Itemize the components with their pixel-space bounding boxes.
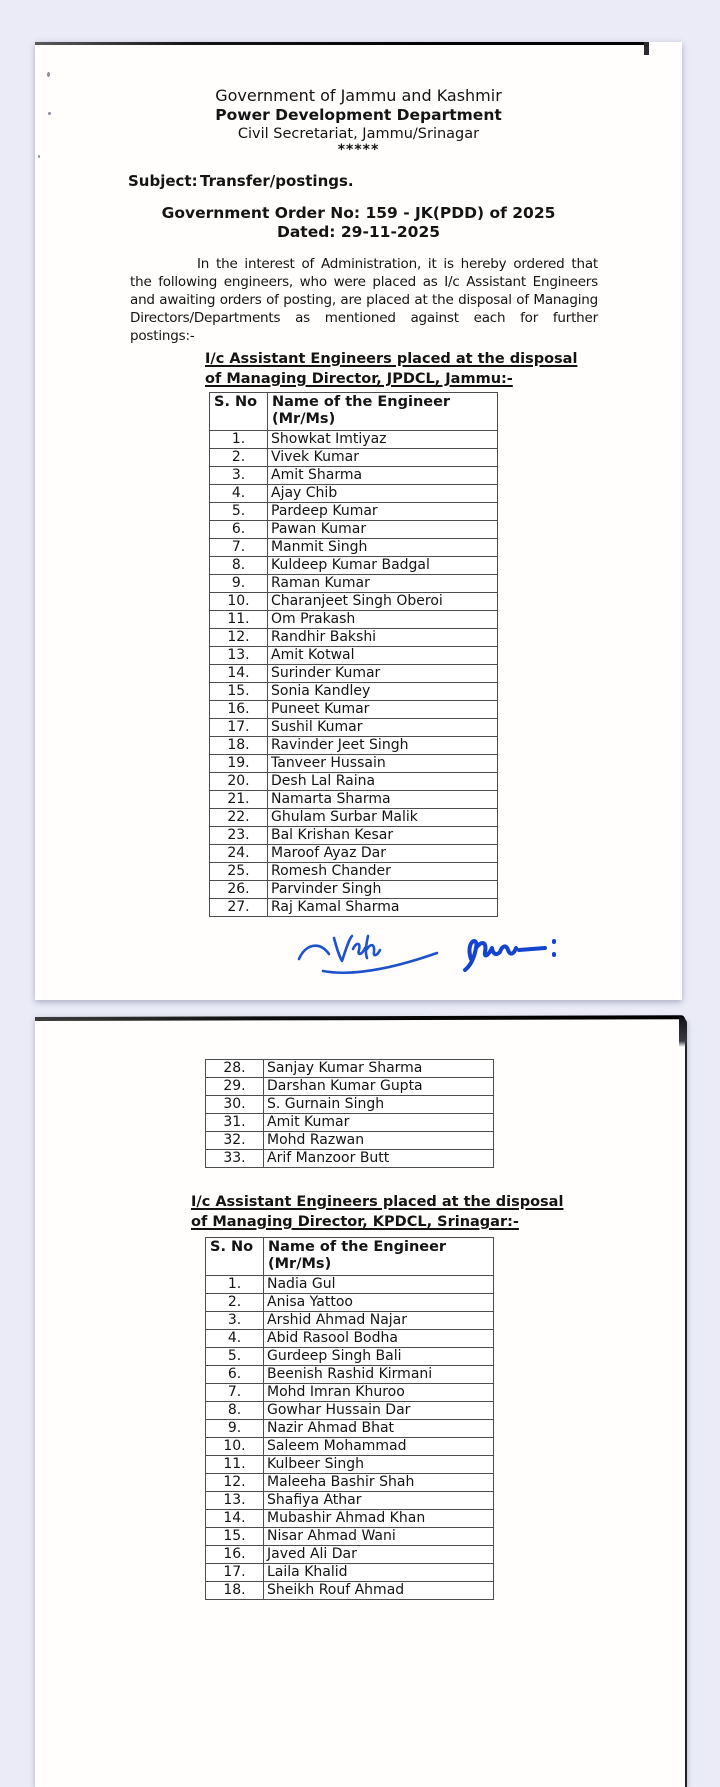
table-row — [206, 1294, 494, 1312]
engineer-name: Gurdeep Singh Bali — [264, 1348, 494, 1366]
letterhead — [35, 42, 682, 157]
table-row — [206, 1150, 494, 1168]
table-row — [210, 683, 498, 701]
table-row — [210, 521, 498, 539]
row-serial-number: 28. — [206, 1060, 264, 1078]
signature-area — [293, 925, 682, 977]
engineer-name: Anisa Yattoo — [264, 1294, 494, 1312]
row-serial-number: 14. — [210, 665, 268, 683]
table-row — [210, 719, 498, 737]
table-row — [210, 737, 498, 755]
engineer-name: Parvinder Singh — [268, 881, 498, 899]
table-row — [206, 1366, 494, 1384]
engineer-name: Raman Kumar — [268, 575, 498, 593]
engineer-name: Sanjay Kumar Sharma — [264, 1060, 494, 1078]
table-row — [210, 665, 498, 683]
engineer-name: Romesh Chander — [268, 863, 498, 881]
table-row — [206, 1528, 494, 1546]
table-row — [206, 1276, 494, 1294]
row-serial-number: 23. — [210, 827, 268, 845]
engineer-name: S. Gurnain Singh — [264, 1096, 494, 1114]
engineer-name: Kulbeer Singh — [264, 1456, 494, 1474]
table-row — [210, 539, 498, 557]
engineer-name: Om Prakash — [268, 611, 498, 629]
engineer-name: Mubashir Ahmad Khan — [264, 1510, 494, 1528]
table-row — [206, 1402, 494, 1420]
engineer-name: Charanjeet Singh Oberoi — [268, 593, 498, 611]
row-serial-number: 24. — [210, 845, 268, 863]
engineer-name: Sheikh Rouf Ahmad — [264, 1582, 494, 1600]
column-header-name — [268, 393, 498, 431]
row-serial-number: 22. — [210, 809, 268, 827]
engineer-name: Puneet Kumar — [268, 701, 498, 719]
row-serial-number: 6. — [206, 1366, 264, 1384]
table-row — [210, 557, 498, 575]
row-serial-number: 31. — [206, 1114, 264, 1132]
table-row — [206, 1384, 494, 1402]
table-row — [210, 467, 498, 485]
row-serial-number: 26. — [210, 881, 268, 899]
engineer-name: Arif Manzoor Butt — [264, 1150, 494, 1168]
jpdcl-roster-table-continued — [205, 1059, 494, 1168]
section1-heading-line2: of Managing Director, JPDCL, Jammu:- — [205, 371, 513, 387]
row-serial-number: 20. — [210, 773, 268, 791]
engineer-name: Saleem Mohammad — [264, 1438, 494, 1456]
table-row — [210, 845, 498, 863]
row-serial-number: 1. — [210, 431, 268, 449]
table-row — [206, 1420, 494, 1438]
row-serial-number: 21. — [210, 791, 268, 809]
subject-value: Transfer/postings. — [200, 172, 354, 190]
row-serial-number: 16. — [206, 1546, 264, 1564]
column-header-name-line1: Name of the Engineer — [272, 394, 451, 410]
table-row — [206, 1492, 494, 1510]
engineer-name: Pawan Kumar — [268, 521, 498, 539]
table-row — [210, 485, 498, 503]
row-serial-number: 4. — [210, 485, 268, 503]
table-row — [210, 881, 498, 899]
table-row — [206, 1060, 494, 1078]
row-serial-number: 32. — [206, 1132, 264, 1150]
table-row — [206, 1348, 494, 1366]
engineer-name: Kuldeep Kumar Badgal — [268, 557, 498, 575]
department-title: Power Development Department — [215, 106, 502, 124]
engineer-name: Arshid Ahmad Najar — [264, 1312, 494, 1330]
table-row — [210, 701, 498, 719]
table-row — [210, 755, 498, 773]
row-serial-number: 29. — [206, 1078, 264, 1096]
column-header-name-line1: Name of the Engineer — [268, 1239, 447, 1255]
engineer-name: Amit Kumar — [264, 1114, 494, 1132]
row-serial-number: 5. — [206, 1348, 264, 1366]
row-serial-number: 16. — [210, 701, 268, 719]
row-serial-number: 9. — [210, 575, 268, 593]
government-title: Government of Jammu and Kashmir — [215, 86, 502, 105]
row-serial-number: 18. — [210, 737, 268, 755]
engineer-name: Desh Lal Raina — [268, 773, 498, 791]
engineer-name: Randhir Bakshi — [268, 629, 498, 647]
engineer-name: Maleeha Bashir Shah — [264, 1474, 494, 1492]
row-serial-number: 6. — [210, 521, 268, 539]
handwritten-signature-1 — [293, 925, 443, 977]
table-row — [210, 809, 498, 827]
row-serial-number: 17. — [206, 1564, 264, 1582]
engineer-name: Bal Krishan Kesar — [268, 827, 498, 845]
row-serial-number: 27. — [210, 899, 268, 917]
engineer-name: Beenish Rashid Kirmani — [264, 1366, 494, 1384]
table-row — [210, 449, 498, 467]
row-serial-number: 2. — [206, 1294, 264, 1312]
engineer-name: Javed Ali Dar — [264, 1546, 494, 1564]
row-serial-number: 12. — [210, 629, 268, 647]
row-serial-number: 12. — [206, 1474, 264, 1492]
table-row — [206, 1456, 494, 1474]
row-serial-number: 7. — [210, 539, 268, 557]
handwritten-signature-2 — [455, 931, 567, 973]
engineer-name: Shafiya Athar — [264, 1492, 494, 1510]
row-serial-number: 15. — [206, 1528, 264, 1546]
table-header-row — [206, 1238, 494, 1276]
table-row — [210, 431, 498, 449]
star-separator: ***** — [337, 142, 380, 158]
engineer-name: Sonia Kandley — [268, 683, 498, 701]
order-number: Government Order No: 159 - JK(PDD) of 2025 — [161, 204, 556, 222]
column-header-sno: S. No — [210, 393, 268, 431]
row-serial-number: 19. — [210, 755, 268, 773]
table-row — [206, 1330, 494, 1348]
row-serial-number: 14. — [206, 1510, 264, 1528]
subject-row — [128, 172, 682, 190]
jpdcl-roster-table — [209, 392, 498, 917]
row-serial-number: 18. — [206, 1582, 264, 1600]
scan-speck — [38, 155, 40, 158]
engineer-name: Abid Rasool Bodha — [264, 1330, 494, 1348]
table-row — [206, 1132, 494, 1150]
engineer-name: Ravinder Jeet Singh — [268, 737, 498, 755]
section1-heading-line1: I/c Assistant Engineers placed at the disposal — [205, 351, 578, 367]
row-serial-number: 2. — [210, 449, 268, 467]
section1-heading — [205, 349, 682, 389]
column-header-name — [264, 1238, 494, 1276]
row-serial-number: 15. — [210, 683, 268, 701]
order-date: Dated: 29-11-2025 — [276, 223, 441, 241]
table-row — [210, 611, 498, 629]
row-serial-number: 13. — [206, 1492, 264, 1510]
engineer-name: Vivek Kumar — [268, 449, 498, 467]
section2-heading-line1: I/c Assistant Engineers placed at the disposal — [191, 1194, 564, 1210]
row-serial-number: 11. — [210, 611, 268, 629]
engineer-name: Darshan Kumar Gupta — [264, 1078, 494, 1096]
row-serial-number: 5. — [210, 503, 268, 521]
scan-edge-notch — [644, 42, 649, 55]
row-serial-number: 1. — [206, 1276, 264, 1294]
engineer-name: Ghulam Surbar Malik — [268, 809, 498, 827]
table-row — [210, 593, 498, 611]
table-header-row — [210, 393, 498, 431]
row-serial-number: 33. — [206, 1150, 264, 1168]
table-row — [206, 1546, 494, 1564]
table-row — [206, 1510, 494, 1528]
subject-label: Subject: — [128, 172, 198, 190]
row-serial-number: 8. — [210, 557, 268, 575]
engineer-name: Ajay Chib — [268, 485, 498, 503]
engineer-name: Maroof Ayaz Dar — [268, 845, 498, 863]
engineer-name: Nadia Gul — [264, 1276, 494, 1294]
row-serial-number: 10. — [210, 593, 268, 611]
scan-speck — [48, 112, 51, 115]
table-row — [210, 647, 498, 665]
engineer-name: Nisar Ahmad Wani — [264, 1528, 494, 1546]
table-row — [210, 827, 498, 845]
row-serial-number: 17. — [210, 719, 268, 737]
table-row — [206, 1582, 494, 1600]
table-row — [206, 1438, 494, 1456]
scan-edge-top — [35, 42, 648, 45]
row-serial-number: 9. — [206, 1420, 264, 1438]
row-serial-number: 8. — [206, 1402, 264, 1420]
engineer-name: Tanveer Hussain — [268, 755, 498, 773]
engineer-name: Mohd Imran Khuroo — [264, 1384, 494, 1402]
engineer-name: Manmit Singh — [268, 539, 498, 557]
order-paragraph: In the interest of Administration, it is hereby ordered that the following engineers, who were placed as I/c Assistant Engineers and awaiting orders of posting, are placed at the disposal of Managing Directors/Departments as mentioned against each for further postings:- — [130, 256, 598, 344]
row-serial-number: 13. — [210, 647, 268, 665]
row-serial-number: 30. — [206, 1096, 264, 1114]
engineer-name: Namarta Sharma — [268, 791, 498, 809]
table-row — [206, 1114, 494, 1132]
table-row — [206, 1474, 494, 1492]
row-serial-number: 10. — [206, 1438, 264, 1456]
table-row — [206, 1312, 494, 1330]
engineer-name: Showkat Imtiyaz — [268, 431, 498, 449]
table-row — [210, 863, 498, 881]
table-row — [210, 575, 498, 593]
row-serial-number: 3. — [210, 467, 268, 485]
table-row — [210, 773, 498, 791]
scan-speck — [47, 72, 50, 77]
table-row — [206, 1564, 494, 1582]
table-row — [210, 503, 498, 521]
table-row — [210, 899, 498, 917]
order-block — [35, 204, 682, 242]
engineer-name: Gowhar Hussain Dar — [264, 1402, 494, 1420]
table-row — [206, 1078, 494, 1096]
column-header-sno: S. No — [206, 1238, 264, 1276]
kpdcl-roster-table — [205, 1237, 494, 1600]
engineer-name: Amit Sharma — [268, 467, 498, 485]
document-page-2 — [35, 1017, 687, 1787]
row-serial-number: 7. — [206, 1384, 264, 1402]
row-serial-number: 11. — [206, 1456, 264, 1474]
engineer-name: Pardeep Kumar — [268, 503, 498, 521]
engineer-name: Surinder Kumar — [268, 665, 498, 683]
secretariat-line: Civil Secretariat, Jammu/Srinagar — [237, 125, 480, 142]
section2-heading-line2: of Managing Director, KPDCL, Srinagar:- — [191, 1214, 519, 1230]
document-page-1 — [35, 42, 682, 1000]
column-header-name-line2: (Mr/Ms) — [268, 1256, 332, 1272]
row-serial-number: 25. — [210, 863, 268, 881]
table-row — [210, 629, 498, 647]
section2-heading — [191, 1192, 685, 1232]
engineer-name: Nazir Ahmad Bhat — [264, 1420, 494, 1438]
scan-edge-top — [35, 1015, 685, 1021]
row-serial-number: 4. — [206, 1330, 264, 1348]
table-row — [206, 1096, 494, 1114]
table-row — [210, 791, 498, 809]
engineer-name: Amit Kotwal — [268, 647, 498, 665]
row-serial-number: 3. — [206, 1312, 264, 1330]
engineer-name: Mohd Razwan — [264, 1132, 494, 1150]
engineer-name: Laila Khalid — [264, 1564, 494, 1582]
scan-edge-corner — [679, 1017, 687, 1047]
column-header-name-line2: (Mr/Ms) — [272, 411, 336, 427]
engineer-name: Raj Kamal Sharma — [268, 899, 498, 917]
engineer-name: Sushil Kumar — [268, 719, 498, 737]
